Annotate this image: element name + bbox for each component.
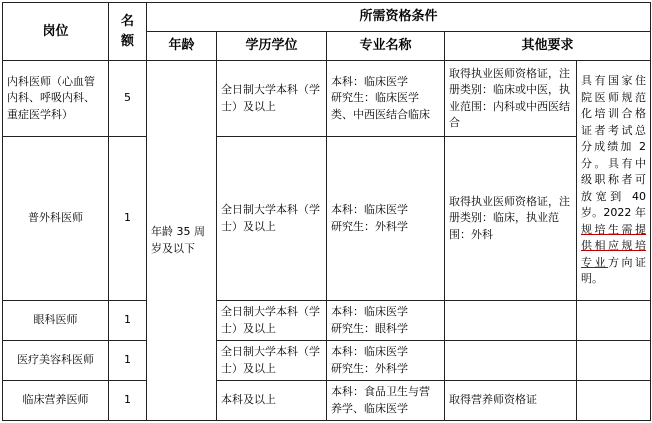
major-cell: 本科：食品卫生与营养学、临床医学 [327,381,445,421]
empty-cell [577,341,651,381]
qualification-table [2,2,651,421]
quota-cell: 5 [109,61,147,137]
other-cell [445,341,577,381]
other-cell: 取得执业医师资格证，注册类别：临床，执业范围：外科 [445,137,577,301]
table-row [3,301,651,341]
education-cell: 全日制大学本科（学士）及以上 [217,341,327,381]
position-cell: 内科医师（心血管内科、呼吸内科、重症医学科） [3,61,109,137]
table-row [3,61,651,137]
education-cell: 全日制大学本科（学士）及以上 [217,301,327,341]
major-cell: 本科：临床医学 研究生：外科学 [327,341,445,381]
table-row [3,137,651,301]
note-text-c: 方向证明。 [581,255,647,286]
other-cell [445,301,577,341]
major-cell: 本科：临床医学 研究生：外科学 [327,137,445,301]
header-age: 年龄 [147,32,217,61]
empty-cell [577,381,651,421]
position-cell: 普外科医师 [3,137,109,301]
other-cell: 取得营养师资格证 [445,381,577,421]
header-requirements: 所需资格条件 [147,3,651,32]
header-row-1 [3,3,651,32]
age-cell: 年龄 35 周岁及以下 [147,61,217,421]
header-major: 专业名称 [327,32,445,61]
position-cell: 眼科医师 [3,301,109,341]
position-cell: 医疗美容科医师 [3,341,109,381]
education-cell: 全日制大学本科（学士）及以上 [217,137,327,301]
education-cell: 全日制大学本科（学士）及以上 [217,61,327,137]
header-other: 其他要求 [445,32,651,61]
quota-cell: 1 [109,137,147,301]
note-text-a: 具有国家住院医师规范化培训合格证者考试总分成绩加 2 分。具有中级职称者可放宽到 40 岁。2022 年 [581,74,647,220]
empty-cell [577,301,651,341]
other-note-cell [577,61,651,301]
quota-cell: 1 [109,381,147,421]
header-position: 岗位 [3,3,109,61]
header-education: 学历学位 [217,32,327,61]
major-cell: 本科：临床医学 研究生：临床医学类、中西医结合临床 [327,61,445,137]
position-cell: 临床营养医师 [3,381,109,421]
education-cell: 本科及以上 [217,381,327,421]
note-text-b: 规培生需提供相应规培专业 [581,222,647,269]
quota-cell: 1 [109,341,147,381]
header-quota: 名额 [109,3,147,61]
other-cell: 取得执业医师资格证，注册类别：临床或中医，执业范围：内科或中西医结合 [445,61,577,137]
table-row [3,381,651,421]
major-cell: 本科：临床医学 研究生：眼科学 [327,301,445,341]
quota-cell: 1 [109,301,147,341]
table-row [3,341,651,381]
